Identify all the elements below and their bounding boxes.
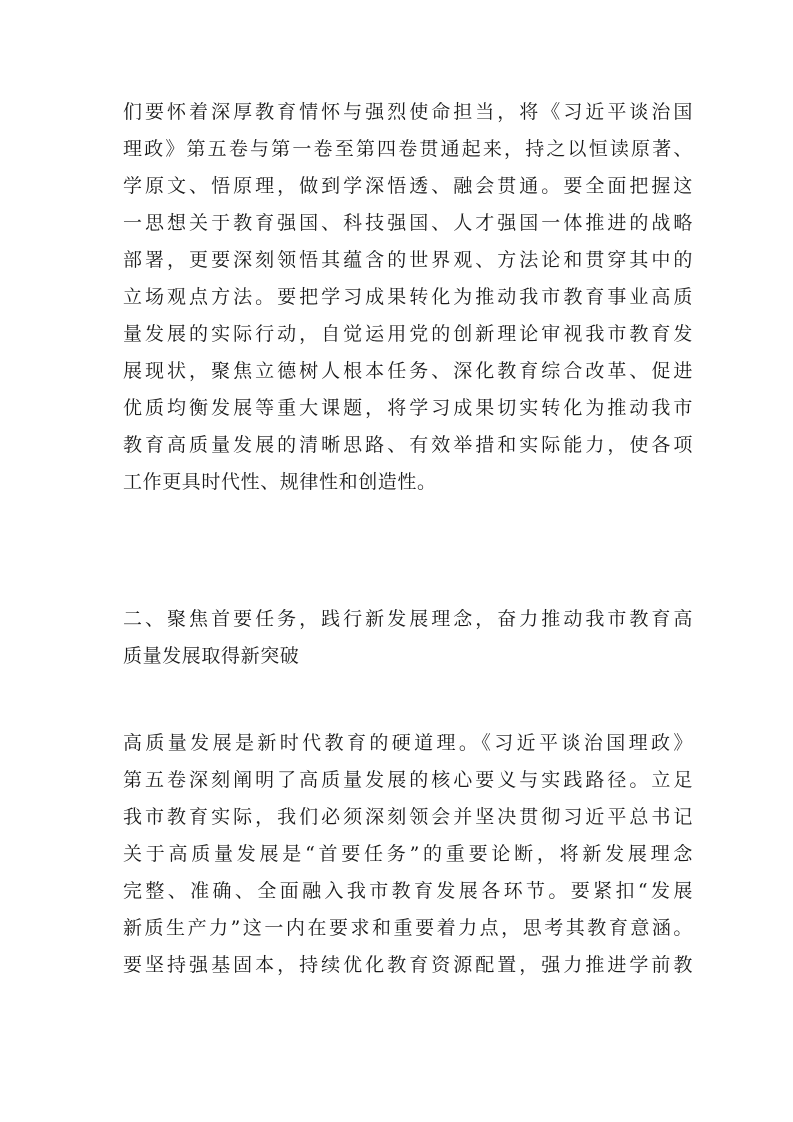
heading-line: 质量发展取得新突破 — [123, 645, 300, 667]
text-line: 部署，更要深刻领悟其蕴含的世界观、方法论和贯穿其中的 — [123, 249, 693, 271]
text-line: 第五卷深刻阐明了高质量发展的核心要义与实践路径。立足 — [123, 769, 693, 791]
text-line: 高质量发展是新时代教育的硬道理。《习近平谈治国理政》 — [123, 732, 693, 754]
text-line: 我市教育实际，我们必须深刻领会并坚决贯彻习近平总书记 — [123, 806, 693, 828]
text-line: 一思想关于教育强国、科技强国、人才强国一体推进的战略 — [123, 212, 693, 234]
text-line: 教育高质量发展的清晰思路、有效举措和实际能力，使各项 — [123, 434, 693, 456]
section-heading-2 — [123, 601, 693, 675]
text-line: 要坚持强基固本，持续优化教育资源配置，强力推进学前教 — [123, 954, 693, 976]
text-line: 优质均衡发展等重大课题，将学习成果切实转化为推动我市 — [123, 397, 693, 419]
text-line: 理政》第五卷与第一卷至第四卷贯通起来，持之以恒读原著、 — [123, 138, 693, 160]
text-line: 展现状，聚焦立德树人根本任务、深化教育综合改革、促进 — [123, 360, 693, 382]
text-line: 新质生产力”这一内在要求和重要着力点，思考其教育意涵。 — [123, 917, 693, 939]
text-line: 们要怀着深厚教育情怀与强烈使命担当，将《习近平谈治国 — [123, 101, 693, 123]
text-line: 关于高质量发展是“首要任务”的重要论断，将新发展理念 — [123, 843, 693, 865]
body-paragraph-1 — [123, 94, 693, 501]
text-line: 学原文、悟原理，做到学深悟透、融会贯通。要全面把握这 — [123, 175, 693, 197]
heading-line: 二、聚焦首要任务，践行新发展理念，奋力推动我市教育高 — [123, 608, 693, 630]
text-line: 完整、准确、全面融入我市教育发展各环节。要紧扣“发展 — [123, 880, 693, 902]
text-line: 工作更具时代性、规律性和创造性。 — [123, 471, 437, 493]
body-paragraph-2 — [123, 725, 693, 984]
text-line: 量发展的实际行动，自觉运用党的创新理论审视我市教育发 — [123, 323, 693, 345]
text-line: 立场观点方法。要把学习成果转化为推动我市教育事业高质 — [123, 286, 693, 308]
